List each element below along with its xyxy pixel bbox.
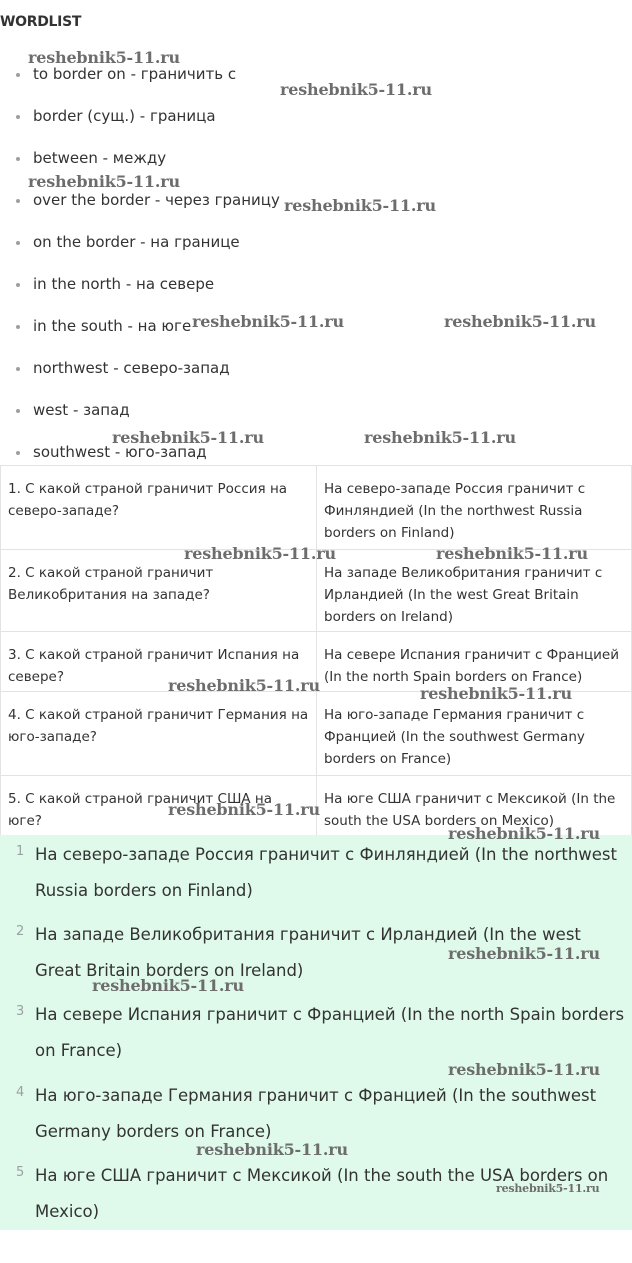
watermark: reshebnik5-11.ru [448, 1060, 600, 1079]
answer-cell: На юго-западе Германия граничит с Францией (In the southwest Germany borders on France) [317, 692, 632, 776]
answer-cell: На юге США граничит с Мексикой (In the south the USA borders on Mexico) [317, 776, 632, 836]
question-cell: 4. С какой страной граничит Германия на юго-западе? [1, 692, 317, 776]
item-number: 1 [16, 844, 25, 859]
question-cell: 3. С какой страной граничит Испания на севере? [1, 632, 317, 692]
item-text: На западе Великобритания граничит с Ирландией (In the west Great Britain borders on Ireland) [35, 925, 581, 980]
bullet-icon [16, 451, 20, 455]
wordlist-item [33, 106, 216, 126]
wordlist-item-text: over the border - через границу [33, 191, 280, 209]
bullet-icon [16, 199, 20, 203]
watermark: reshebnik5-11.ru [192, 312, 344, 331]
wordlist-heading: WORDLIST [0, 14, 82, 30]
wordlist-item [33, 190, 280, 210]
watermark: reshebnik5-11.ru [28, 48, 180, 67]
wordlist-item-text: border (сущ.) - граница [33, 107, 216, 125]
bullet-icon [16, 115, 20, 119]
item-number: 5 [16, 1165, 25, 1180]
watermark: reshebnik5-11.ru [168, 800, 320, 819]
watermark: reshebnik5-11.ru [444, 312, 596, 331]
item-text: На юге США граничит с Мексикой (In the south the USA borders on Mexico) [35, 1166, 609, 1221]
watermark: reshebnik5-11.ru [168, 676, 320, 695]
answer-cell: На северо-западе Россия граничит с Финляндией (In the northwest Russia borders on Finland) [317, 466, 632, 550]
wordlist-item-text: in the south - на юге [33, 317, 192, 335]
item-text: На юго-западе Германия граничит с Францией (In the southwest Germany borders on France) [35, 1086, 597, 1141]
watermark: reshebnik5-11.ru [92, 976, 244, 995]
wordlist-item [33, 148, 166, 168]
wordlist-item [33, 274, 214, 294]
wordlist-item-text: southwest - юго-запад [33, 443, 207, 461]
table-row [1, 466, 632, 550]
item-number: 3 [16, 1004, 25, 1019]
item-text: На севере Испания граничит с Францией (In the north Spain borders on France) [35, 1005, 625, 1060]
watermark: reshebnik5-11.ru [284, 196, 436, 215]
watermark: reshebnik5-11.ru [196, 1140, 348, 1159]
watermark: reshebnik5-11.ru [112, 428, 264, 447]
watermark: reshebnik5-11.ru [420, 684, 572, 703]
wordlist-item-text: between - между [33, 149, 167, 167]
wordlist-item-text: on the border - на границе [33, 233, 240, 251]
question-cell: 5. С какой страной граничит США на юге? [1, 776, 317, 836]
watermark: reshebnik5-11.ru [496, 1182, 600, 1195]
answer-cell: На западе Великобритания граничит с Ирландией (In the west Great Britain borders on Ireland) [317, 550, 632, 632]
wordlist-item [33, 64, 236, 84]
answers-list [0, 835, 632, 1230]
qa-table [0, 465, 632, 836]
item-number: 4 [16, 1085, 25, 1100]
question-cell: 1. С какой страной граничит Россия на северо-западе? [1, 466, 317, 550]
watermark: reshebnik5-11.ru [280, 80, 432, 99]
wordlist-item [33, 358, 230, 378]
watermark: reshebnik5-11.ru [364, 428, 516, 447]
bullet-icon [16, 367, 20, 371]
question-cell: 2. С какой страной граничит Великобритания на западе? [1, 550, 317, 632]
answer-cell: На севере Испания граничит с Францией (In the north Spain borders on France) [317, 632, 632, 692]
wordlist-item [33, 400, 130, 420]
watermark: reshebnik5-11.ru [184, 544, 336, 563]
bullet-icon [16, 157, 20, 161]
wordlist-item-text: to border on - граничить с [33, 65, 237, 83]
bullet-icon [16, 325, 20, 329]
wordlist-item [33, 232, 240, 252]
wordlist [0, 0, 632, 462]
watermark: reshebnik5-11.ru [28, 172, 180, 191]
wordlist-item-text: in the north - на севере [33, 275, 215, 293]
watermark: reshebnik5-11.ru [448, 824, 600, 843]
table-row [1, 692, 632, 776]
item-text: На северо-западе Россия граничит с Финляндией (In the northwest Russia borders on Finland) [35, 845, 617, 900]
bullet-icon [16, 409, 20, 413]
watermark: reshebnik5-11.ru [448, 944, 600, 963]
bullet-icon [16, 283, 20, 287]
wordlist-item-text: west - запад [33, 401, 130, 419]
watermark: reshebnik5-11.ru [436, 544, 588, 563]
wordlist-item [33, 316, 191, 336]
wordlist-item-text: northwest - северо-запад [33, 359, 230, 377]
item-number: 2 [16, 924, 25, 939]
bullet-icon [16, 73, 20, 77]
bullet-icon [16, 241, 20, 245]
